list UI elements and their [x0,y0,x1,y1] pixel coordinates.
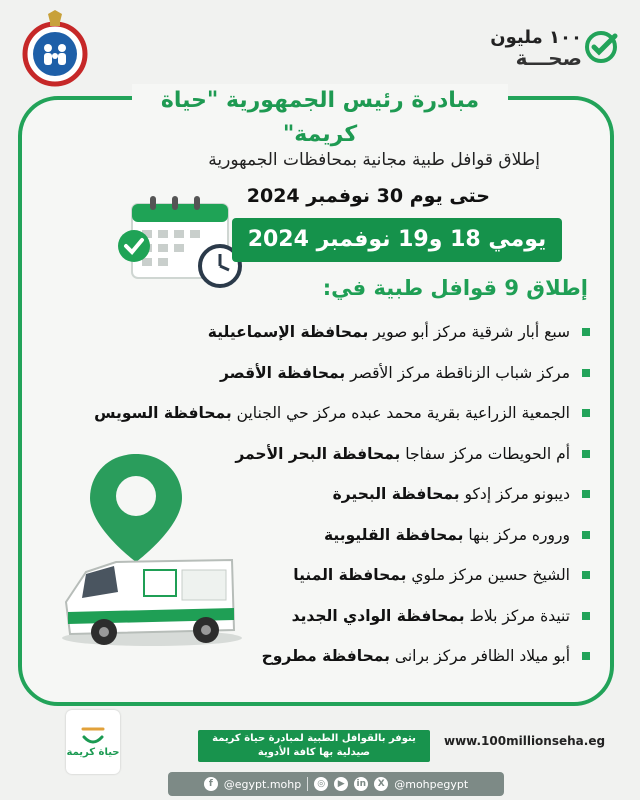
location-governorate: بمحافظة المنيا [293,566,407,585]
brand-line2: صحـــة [515,46,582,70]
location-governorate: بمحافظة مطروح [261,647,390,666]
instagram-icon[interactable]: ◎ [314,777,328,791]
check-circle-icon [584,30,618,64]
smile-icon [80,725,106,747]
location-governorate: بمحافظة السويس [94,404,232,423]
bullet-icon [582,409,590,417]
x-icon[interactable]: X [374,777,388,791]
bullet-icon [582,571,590,579]
bullet-icon [582,531,590,539]
location-governorate: بمحافظة الأقصر [220,363,346,382]
pharmacy-note [198,730,430,762]
location-place: سبع أبار شرقية مركز أبو صوير [368,323,570,342]
caravans-title: إطلاق 9 قوافل طبية في: [322,276,588,300]
calendar-icon [112,192,252,292]
bullet-icon [582,328,590,336]
website-link[interactable]: www.100millionseha.eg [444,734,606,748]
location-place: الجمعية الزراعية بقرية محمد عبده مركز حي الجناين [231,404,570,423]
youtube-icon[interactable]: ▶ [334,777,348,791]
facebook-icon[interactable]: f [204,777,218,791]
location-place: أبو ميلاد الظافر مركز برانى [389,647,570,666]
list-item [70,393,590,434]
social-handle-right[interactable]: @mohpegypt [394,777,469,791]
bullet-icon [582,369,590,377]
location-place: تنيدة مركز بلاط [464,606,570,625]
location-place: الشيخ حسين مركز ملوي [406,566,570,585]
hayah-karima-logo [66,710,120,774]
bullet-icon [582,652,590,660]
linkedin-icon[interactable]: in [354,777,368,791]
pharmacy-note-line2: صيدلية بها كافة الأدوية [257,747,371,758]
bullet-icon [582,490,590,498]
location-place: أم الحويطات مركز سفاجا [400,444,570,463]
100-million-seha-logo [468,28,618,72]
location-governorate: بمحافظة القليوبية [324,525,464,544]
dates-bar: يومي 18 و19 نوفمبر 2024 [232,218,562,262]
subtitle: إطلاق قوافل طبية مجانية بمحافظات الجمهورية [208,150,540,170]
pharmacy-note-line1: يتوفر بالقوافل الطبية لمبادرة حياة كريمة [212,733,416,744]
divider [307,777,308,791]
ministry-of-health-logo [20,10,90,88]
list-item [70,353,590,394]
location-governorate: بمحافظة البحيرة [332,485,460,504]
location-place: وروره مركز بنها [463,525,570,544]
list-item [70,312,590,353]
initiative-banner: مبادرة رئيس الجمهورية "حياة كريمة" [132,84,508,118]
hayah-karima-label: حياة كريمة [66,747,120,758]
bullet-icon [582,450,590,458]
social-handle-left[interactable]: @egypt.mohp [223,777,302,791]
brand-line1: ١٠٠ مليون [490,27,582,48]
location-governorate: بمحافظة الإسماعيلية [207,323,369,342]
location-place: مركز شباب الزناقطة مركز الأقصر [345,363,570,382]
until-date: حتى يوم 30 نوفمبر 2024 [246,185,490,207]
location-governorate: بمحافظة الوادي الجديد [291,606,465,625]
location-governorate: بمحافظة البحر الأحمر [235,444,401,463]
medical-van-icon [56,452,246,662]
bullet-icon [582,612,590,620]
location-place: ديبونو مركز إدكو [459,485,570,504]
social-bar [168,772,504,796]
